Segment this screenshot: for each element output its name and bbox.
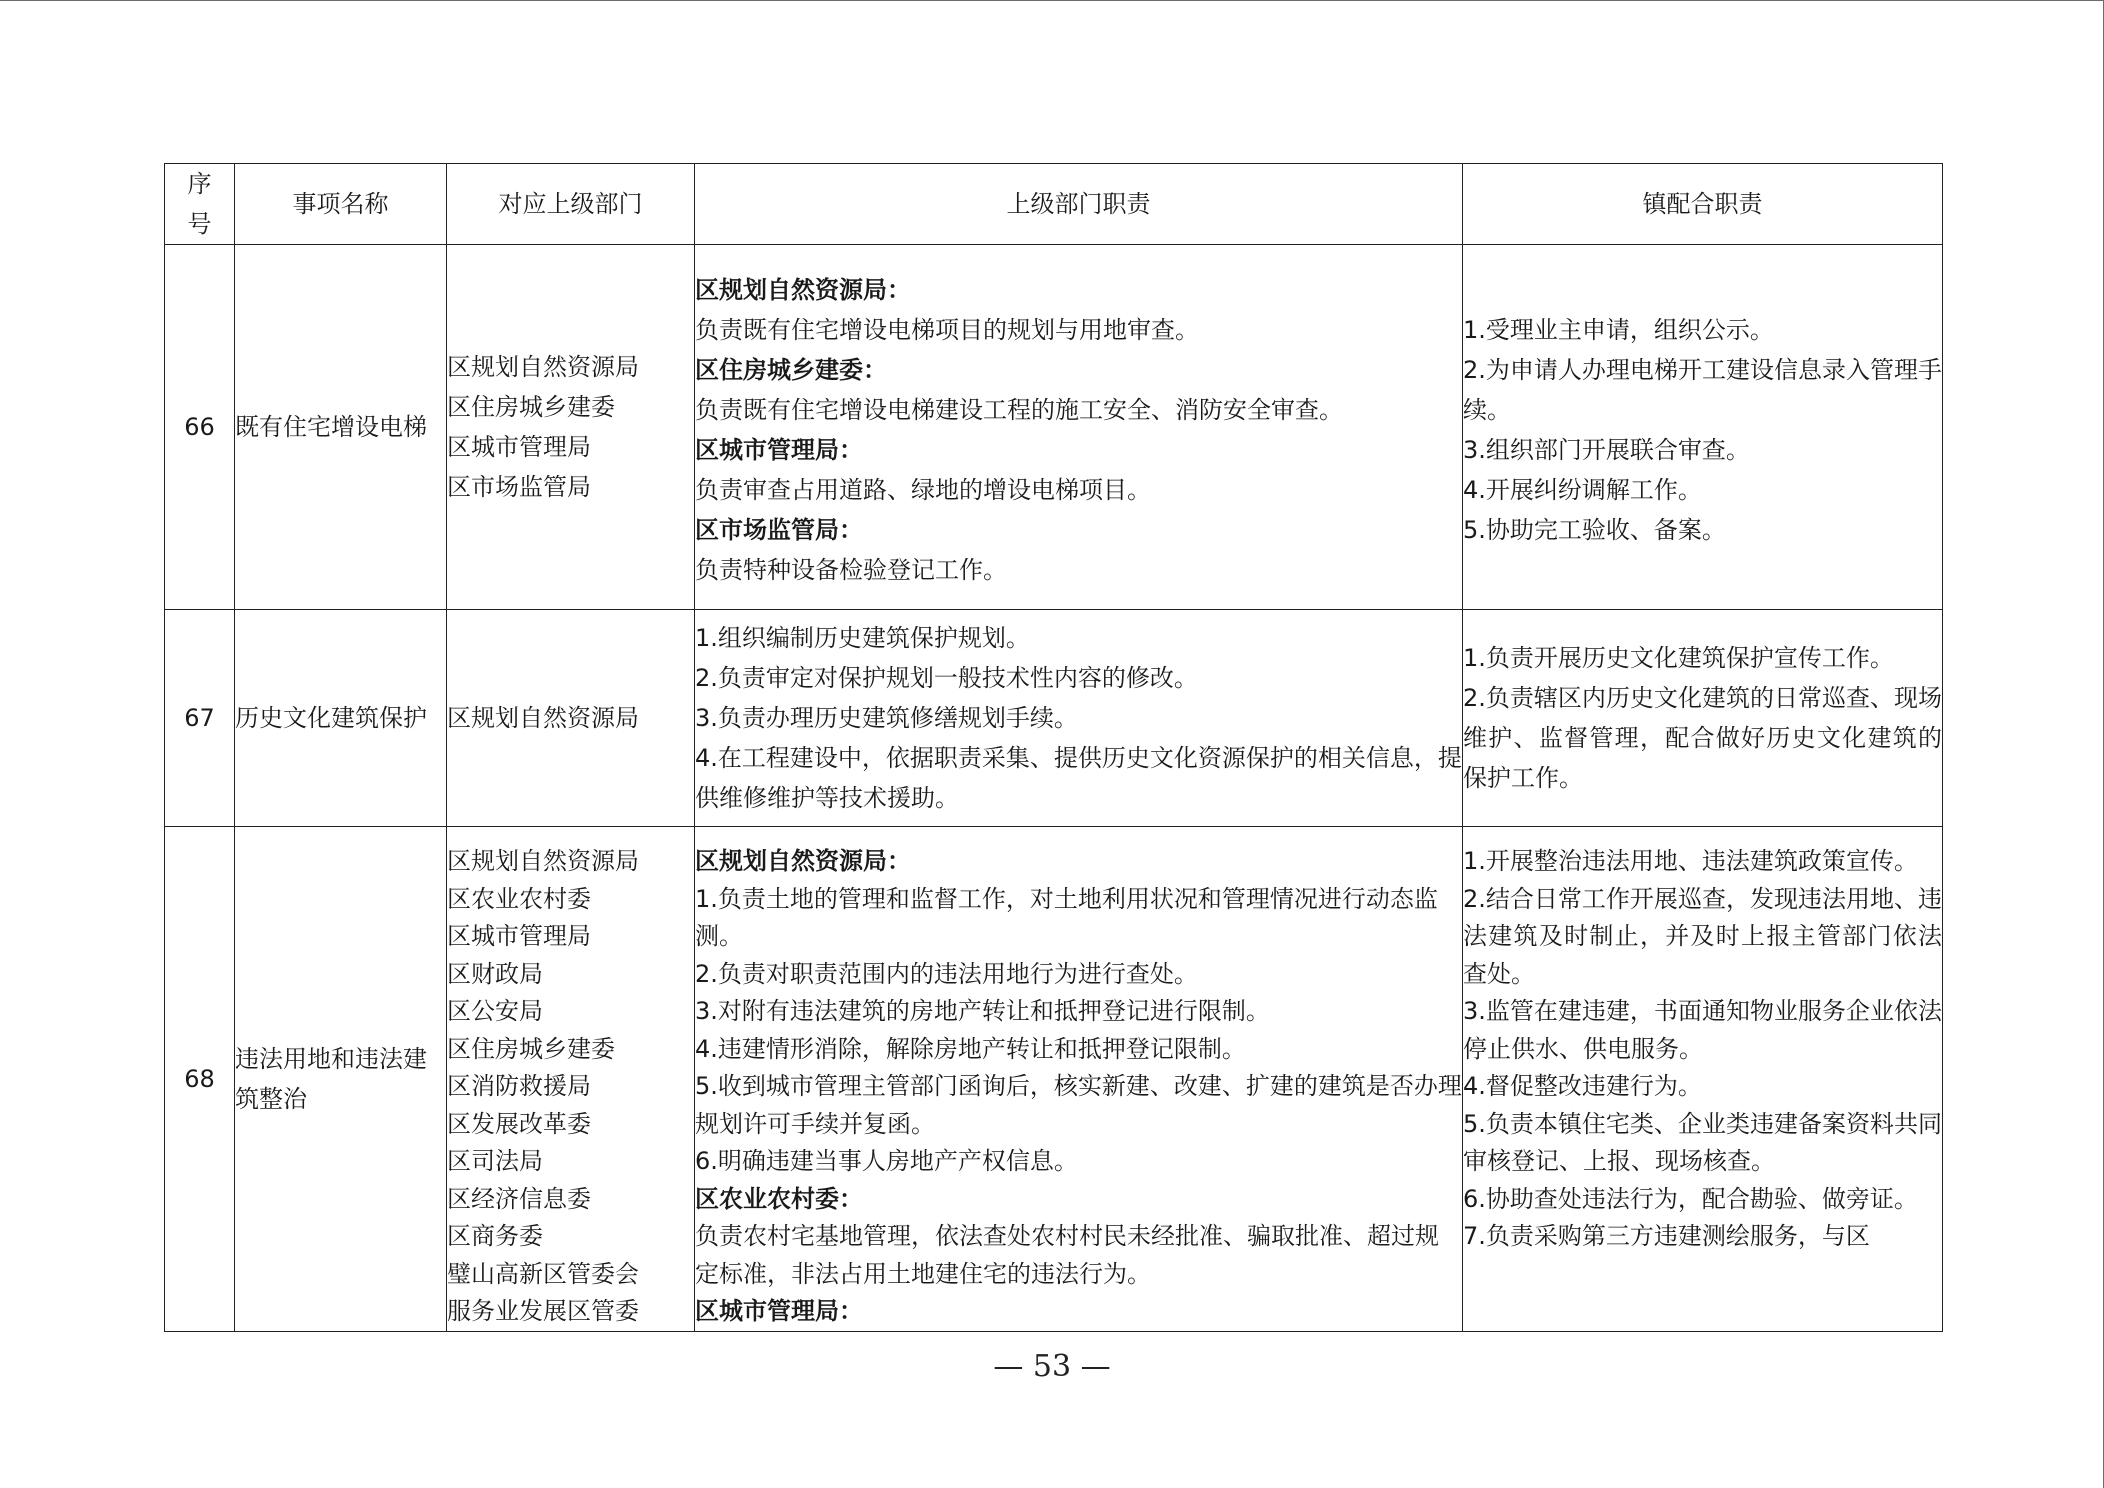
row-number (165, 245, 235, 610)
town-responsibility-text: 1.受理业主申请，组织公示。 (1463, 316, 1774, 344)
department-name: 区市场监管局 (447, 473, 591, 501)
upper-departments (447, 827, 695, 1332)
responsibility-department-heading: 区农业农村委： (695, 1184, 863, 1213)
responsibility-text: 4.违建情形消除，解除房地产转让和抵押登记限制。 (695, 1034, 1246, 1063)
header-resp: 上级部门职责 (695, 164, 1463, 245)
department-name: 区农业农村委 (447, 884, 591, 913)
town-responsibility-text: 7.负责采购第三方违建测绘服务，与区 (1463, 1222, 1870, 1250)
responsibility-text: 负责特种设备检验登记工作。 (695, 556, 1007, 584)
responsibility-department-heading: 区规划自然资源局： (695, 847, 911, 875)
department-name: 区规划自然资源局 (447, 353, 639, 381)
town-responsibilities (1463, 610, 1943, 827)
town-responsibility-text: 4.开展纠纷调解工作。 (1463, 476, 1702, 504)
header-town: 镇配合职责 (1463, 164, 1943, 245)
row-number-text: 66 (184, 413, 215, 441)
upper-departments (447, 610, 695, 827)
town-responsibility-text: 5.负责本镇住宅类、企业类违建备案资料共同审核登记、上报、现场核查。 (1463, 1109, 1942, 1175)
duty-table (164, 163, 1943, 1332)
department-name: 区规划自然资源局 (447, 847, 639, 875)
department-name: 区住房城乡建委 (447, 1034, 615, 1063)
town-responsibility-text: 2.为申请人办理电梯开工建设信息录入管理手续。 (1463, 356, 1942, 424)
department-name: 服务业发展区管委 (447, 1297, 639, 1325)
page-edge-top (0, 0, 2104, 1)
table-row (165, 245, 1943, 610)
upper-responsibilities (695, 610, 1463, 827)
town-responsibility-text: 6.协助查处违法行为，配合勘验、做旁证。 (1463, 1184, 1918, 1213)
page-number: — 53 — (993, 1349, 1111, 1384)
department-name: 区城市管理局 (447, 433, 591, 461)
department-name: 璧山高新区管委会 (447, 1259, 639, 1288)
item-name-text: 既有住宅增设电梯 (235, 413, 427, 441)
responsibility-department-heading: 区城市管理局： (695, 436, 863, 464)
row-number (165, 610, 235, 827)
table-row (165, 610, 1943, 827)
town-responsibility-text: 1.负责开展历史文化建筑保护宣传工作。 (1463, 644, 1894, 672)
responsibility-text: 3.对附有违法建筑的房地产转让和抵押登记进行限制。 (695, 997, 1270, 1025)
responsibility-department-heading: 区市场监管局： (695, 516, 863, 544)
item-name-text: 违法用地和违法建筑整治 (235, 1044, 427, 1113)
responsibility-department-heading: 区规划自然资源局： (695, 276, 911, 304)
town-responsibility-text: 3.监管在建违建，书面通知物业服务企业依法停止供水、供电服务。 (1463, 997, 1942, 1063)
department-name: 区财政局 (447, 959, 543, 988)
town-responsibility-text: 2.负责辖区内历史文化建筑的日常巡查、现场维护、监督管理，配合做好历史文化建筑的保护工作。 (1463, 684, 1942, 792)
item-name (235, 610, 447, 827)
department-name: 区司法局 (447, 1147, 543, 1175)
responsibility-text: 6.明确违建当事人房地产产权信息。 (695, 1147, 1078, 1175)
department-name: 区城市管理局 (447, 922, 591, 950)
responsibility-text: 负责既有住宅增设电梯建设工程的施工安全、消防安全审查。 (695, 396, 1343, 424)
department-name: 区住房城乡建委 (447, 393, 615, 421)
header-dept: 对应上级部门 (447, 164, 695, 245)
department-name: 区规划自然资源局 (447, 704, 639, 732)
item-name (235, 827, 447, 1332)
department-name: 区消防救援局 (447, 1072, 591, 1100)
item-name-text: 历史文化建筑保护 (235, 704, 427, 732)
responsibility-text: 3.负责办理历史建筑修缮规划手续。 (695, 704, 1078, 732)
upper-departments (447, 245, 695, 610)
responsibility-text: 4.在工程建设中，依据职责采集、提供历史文化资源保护的相关信息，提供维修维护等技术援助。 (695, 744, 1462, 812)
responsibility-text: 负责审查占用道路、绿地的增设电梯项目。 (695, 476, 1151, 504)
responsibility-text: 负责农村宅基地管理，依法查处农村村民未经批准、骗取批准、超过规定标准，非法占用土地建住宅的违法行为。 (695, 1222, 1439, 1288)
town-responsibilities (1463, 245, 1943, 610)
department-name: 区发展改革委 (447, 1109, 591, 1138)
table-body (165, 245, 1943, 1332)
header-name: 事项名称 (235, 164, 447, 245)
department-name: 区经济信息委 (447, 1184, 591, 1213)
responsibility-text: 5.收到城市管理主管部门函询后，核实新建、改建、扩建的建筑是否办理规划许可手续并复函。 (695, 1072, 1462, 1138)
responsibility-text: 1.组织编制历史建筑保护规划。 (695, 624, 1030, 652)
responsibility-department-heading: 区城市管理局： (695, 1297, 863, 1325)
responsibility-text: 1.负责土地的管理和监督工作，对土地利用状况和管理情况进行动态监测。 (695, 884, 1438, 950)
town-responsibility-text: 5.协助完工验收、备案。 (1463, 516, 1726, 544)
upper-responsibilities (695, 827, 1463, 1332)
responsibility-text: 负责既有住宅增设电梯项目的规划与用地审查。 (695, 316, 1199, 344)
town-responsibility-text: 2.结合日常工作开展巡查，发现违法用地、违法建筑及时制止，并及时上报主管部门依法查处。 (1463, 884, 1942, 988)
responsibility-text: 2.负责对职责范围内的违法用地行为进行查处。 (695, 959, 1198, 988)
row-number (165, 827, 235, 1332)
town-responsibility-text: 1.开展整治违法用地、违法建筑政策宣传。 (1463, 847, 1918, 875)
upper-responsibilities (695, 245, 1463, 610)
table-row (165, 827, 1943, 1332)
town-responsibilities (1463, 827, 1943, 1332)
town-responsibility-text: 3.组织部门开展联合审查。 (1463, 436, 1750, 464)
row-number-text: 68 (184, 1064, 215, 1093)
responsibility-department-heading: 区住房城乡建委： (695, 356, 887, 384)
department-name: 区公安局 (447, 997, 543, 1025)
header-no: 序号 (165, 164, 235, 245)
town-responsibility-text: 4.督促整改违建行为。 (1463, 1072, 1702, 1100)
department-name: 区商务委 (447, 1222, 543, 1250)
item-name (235, 245, 447, 610)
row-number-text: 67 (184, 704, 215, 732)
responsibility-text: 2.负责审定对保护规划一般技术性内容的修改。 (695, 664, 1198, 692)
table-header-row (165, 164, 1943, 245)
